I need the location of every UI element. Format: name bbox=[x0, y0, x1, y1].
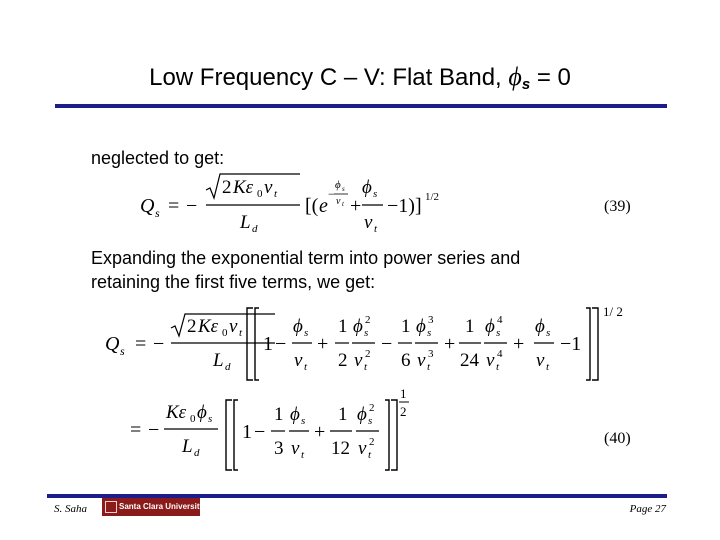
svg-text:s: s bbox=[301, 415, 306, 427]
title-phi: ϕ bbox=[508, 62, 522, 91]
university-logo bbox=[102, 498, 204, 516]
svg-text:−: − bbox=[186, 195, 198, 217]
svg-text:v: v bbox=[536, 350, 545, 371]
svg-text:s: s bbox=[364, 327, 369, 339]
svg-text:−: − bbox=[328, 187, 335, 201]
equation-39 bbox=[130, 170, 460, 238]
svg-text:=: = bbox=[130, 419, 142, 441]
svg-text:ϕ: ϕ bbox=[293, 316, 303, 337]
svg-text:+: + bbox=[317, 333, 329, 355]
svg-text:0: 0 bbox=[190, 413, 196, 425]
svg-text:d: d bbox=[194, 447, 200, 459]
paragraph-line-1: Expanding the exponential term into power series and bbox=[91, 248, 521, 268]
svg-text:v: v bbox=[294, 350, 303, 371]
svg-text:−1: −1 bbox=[560, 333, 582, 355]
svg-text:2: 2 bbox=[365, 348, 371, 360]
svg-text:t: t bbox=[364, 361, 368, 373]
svg-text:2: 2 bbox=[222, 177, 232, 198]
svg-text:s: s bbox=[496, 327, 501, 339]
svg-text:12: 12 bbox=[331, 438, 350, 459]
svg-text:L: L bbox=[213, 350, 224, 371]
svg-text:−1)]: −1)] bbox=[387, 195, 422, 217]
svg-text:e: e bbox=[319, 195, 328, 217]
svg-text:−: − bbox=[381, 333, 393, 355]
svg-text:t: t bbox=[342, 200, 344, 208]
svg-text:3: 3 bbox=[428, 314, 434, 326]
svg-text:1/2: 1/2 bbox=[425, 191, 440, 203]
svg-text:−: − bbox=[148, 419, 160, 441]
footer-author: S. Saha bbox=[54, 503, 87, 515]
svg-text:+: + bbox=[513, 333, 525, 355]
svg-text:v: v bbox=[417, 350, 426, 371]
svg-text:+: + bbox=[350, 195, 362, 217]
svg-text:L: L bbox=[240, 212, 251, 233]
svg-text:3: 3 bbox=[428, 348, 434, 360]
title-tail: = 0 bbox=[530, 64, 571, 91]
svg-text:2: 2 bbox=[338, 350, 348, 371]
svg-text:6: 6 bbox=[401, 350, 411, 371]
svg-text:s: s bbox=[427, 327, 432, 339]
svg-text:[(: [( bbox=[305, 195, 319, 217]
svg-text:s: s bbox=[120, 344, 125, 358]
intro-text: neglected to get: bbox=[91, 148, 225, 168]
svg-text:d: d bbox=[252, 223, 258, 235]
svg-text:−: − bbox=[153, 333, 165, 355]
svg-text:2: 2 bbox=[369, 402, 375, 414]
svg-text:t: t bbox=[301, 449, 305, 461]
svg-text:t: t bbox=[496, 361, 500, 373]
svg-text:s: s bbox=[208, 413, 213, 425]
svg-text:2: 2 bbox=[400, 404, 407, 419]
svg-text:Q: Q bbox=[140, 195, 155, 217]
svg-text:3: 3 bbox=[274, 438, 284, 459]
svg-text:1: 1 bbox=[400, 386, 407, 401]
svg-text:v: v bbox=[264, 177, 273, 198]
svg-text:2: 2 bbox=[365, 314, 371, 326]
logo-text: Santa Clara University bbox=[119, 502, 204, 511]
svg-text:1: 1 bbox=[338, 316, 348, 337]
svg-text:ϕ: ϕ bbox=[535, 316, 545, 337]
svg-text:24: 24 bbox=[460, 350, 479, 371]
svg-text:Q: Q bbox=[105, 333, 120, 355]
svg-text:v: v bbox=[336, 196, 341, 207]
svg-text:=: = bbox=[168, 195, 180, 217]
svg-text:1: 1 bbox=[263, 333, 273, 355]
svg-text:ϕ: ϕ bbox=[485, 316, 495, 337]
svg-text:ϕ: ϕ bbox=[197, 402, 207, 423]
svg-text:v: v bbox=[486, 350, 495, 371]
svg-text:v: v bbox=[229, 316, 238, 337]
svg-text:t: t bbox=[368, 449, 372, 461]
svg-text:v: v bbox=[358, 438, 367, 459]
svg-text:ϕ: ϕ bbox=[357, 404, 367, 425]
title-text: Low Frequency C – V: Flat Band, bbox=[149, 64, 509, 91]
title-divider bbox=[55, 104, 667, 108]
equation-40-line-2 bbox=[120, 386, 430, 474]
svg-text:0: 0 bbox=[257, 188, 263, 200]
logo-mark-icon bbox=[105, 501, 117, 513]
svg-text:1: 1 bbox=[465, 316, 475, 337]
svg-text:s: s bbox=[546, 327, 551, 339]
slide-title bbox=[0, 62, 720, 93]
svg-text:s: s bbox=[368, 415, 373, 427]
equation-40-line-1 bbox=[95, 300, 635, 382]
svg-text:t: t bbox=[546, 361, 550, 373]
svg-text:s: s bbox=[155, 206, 160, 220]
svg-text:s: s bbox=[373, 188, 378, 200]
svg-text:−: − bbox=[275, 333, 287, 355]
svg-text:4: 4 bbox=[497, 348, 503, 360]
svg-text:d: d bbox=[225, 361, 231, 373]
svg-text:ϕ: ϕ bbox=[290, 404, 300, 425]
svg-text:v: v bbox=[291, 438, 300, 459]
svg-text:1/ 2: 1/ 2 bbox=[603, 304, 623, 319]
svg-text:4: 4 bbox=[497, 314, 503, 326]
svg-text:t: t bbox=[274, 188, 278, 200]
svg-text:ϕ: ϕ bbox=[335, 179, 341, 191]
svg-text:2: 2 bbox=[369, 436, 375, 448]
svg-text:1: 1 bbox=[401, 316, 411, 337]
svg-text:ϕ: ϕ bbox=[353, 316, 363, 337]
svg-text:+: + bbox=[314, 421, 326, 443]
svg-text:v: v bbox=[354, 350, 363, 371]
svg-text:Kε: Kε bbox=[233, 177, 254, 198]
svg-text:1: 1 bbox=[274, 404, 284, 425]
svg-text:0: 0 bbox=[222, 327, 228, 339]
svg-text:L: L bbox=[182, 436, 193, 457]
svg-text:t: t bbox=[427, 361, 431, 373]
svg-text:=: = bbox=[135, 333, 147, 355]
paragraph-line-2: retaining the first five terms, we get: bbox=[91, 272, 376, 292]
svg-text:1: 1 bbox=[242, 421, 252, 443]
title-subscript: s bbox=[521, 76, 531, 93]
svg-text:Kε: Kε bbox=[198, 316, 219, 337]
svg-text:−: − bbox=[254, 421, 266, 443]
svg-text:ϕ: ϕ bbox=[416, 316, 426, 337]
svg-text:1: 1 bbox=[338, 404, 348, 425]
svg-text:ϕ: ϕ bbox=[362, 177, 372, 198]
svg-text:s: s bbox=[304, 327, 309, 339]
svg-text:s: s bbox=[342, 185, 345, 193]
svg-text:2: 2 bbox=[187, 316, 197, 337]
svg-text:v: v bbox=[364, 212, 373, 233]
equation-39-number: (39) bbox=[604, 198, 631, 215]
page-number: Page 27 bbox=[629, 503, 666, 515]
svg-text:t: t bbox=[304, 361, 308, 373]
svg-text:+: + bbox=[444, 333, 456, 355]
svg-text:t: t bbox=[374, 223, 378, 235]
svg-text:t: t bbox=[239, 327, 243, 339]
svg-text:Kε: Kε bbox=[166, 402, 187, 423]
equation-40-number: (40) bbox=[604, 430, 631, 447]
